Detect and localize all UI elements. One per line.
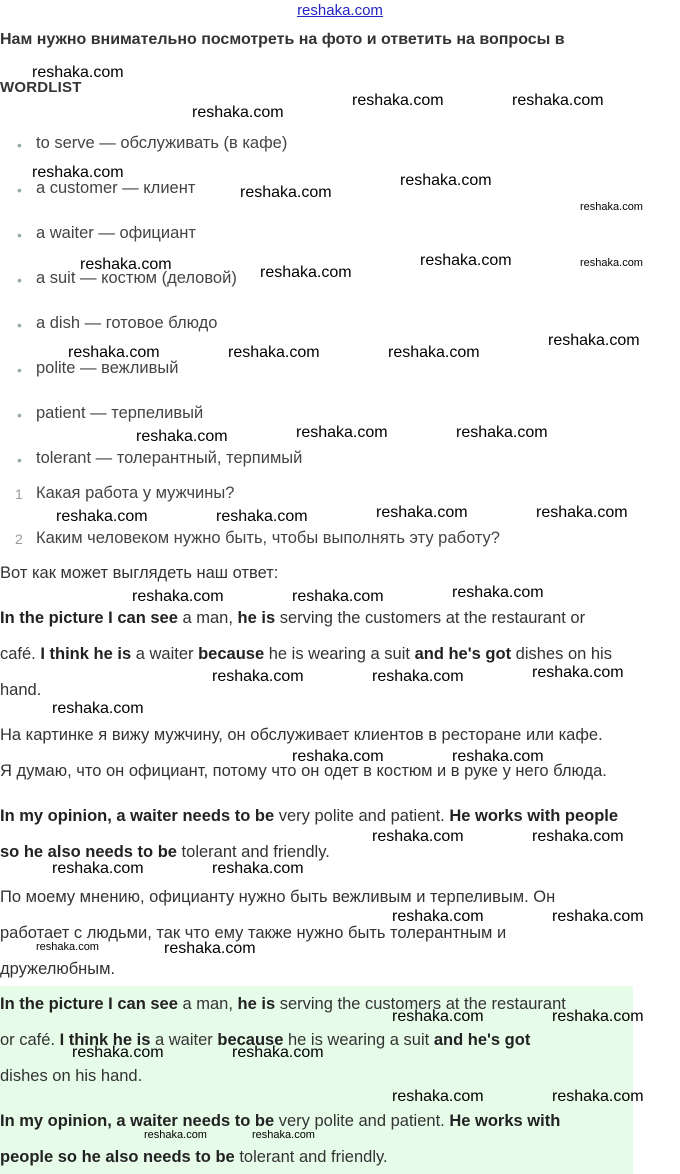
translation2-line2: работает с людьми, так что ему также нужно быть толерантным и [0, 924, 507, 942]
watermark: reshaka.com [212, 860, 304, 877]
watermark: reshaka.com [392, 908, 484, 925]
translation1-line2: Я думаю, что он официант, потому что он одет в костюм и в руке у него блюда. [0, 762, 607, 780]
watermark: reshaka.com [552, 1088, 644, 1105]
question-number: 2 [15, 531, 23, 547]
task-heading: Нам нужно внимательно посмотреть на фото и ответить на вопросы в [0, 31, 565, 48]
watermark: reshaka.com [232, 1044, 324, 1061]
bullet: • [17, 362, 22, 378]
watermark: reshaka.com [452, 748, 544, 765]
bullet: • [17, 407, 22, 423]
answer2-line2: so he also needs to be tolerant and friendly. [0, 843, 330, 861]
watermark: reshaka.com [32, 64, 124, 81]
watermark: reshaka.com [536, 504, 628, 521]
answer1-line3: hand. [0, 681, 42, 699]
bullet: • [17, 182, 22, 198]
watermark: reshaka.com [552, 908, 644, 925]
watermark: reshaka.com [260, 264, 352, 281]
bullet: • [17, 137, 22, 153]
watermark: reshaka.com [228, 344, 320, 361]
bullet: • [17, 452, 22, 468]
list-item: patient — терпеливый [36, 404, 204, 422]
watermark: reshaka.com [192, 104, 284, 121]
watermark: reshaka.com [52, 700, 144, 717]
question-number: 1 [15, 486, 23, 502]
watermark: reshaka.com [532, 664, 624, 681]
list-item: to serve — обслуживать (в кафе) [36, 134, 288, 152]
bullet: • [17, 227, 22, 243]
site-link[interactable]: reshaka.com [297, 2, 383, 19]
list-item: a customer — клиент [36, 179, 196, 197]
watermark: reshaka.com [32, 164, 124, 181]
watermark: reshaka.com [216, 508, 308, 525]
summary-line1: In the picture I can see a man, he is serving the customers at the restaurant [0, 995, 566, 1013]
watermark: reshaka.com [72, 1044, 164, 1061]
bullet: • [17, 272, 22, 288]
list-item: a waiter — официант [36, 224, 196, 242]
watermark: reshaka.com [240, 184, 332, 201]
bullet: • [17, 317, 22, 333]
watermark: reshaka.com [68, 344, 160, 361]
list-item: tolerant — толерантный, терпимый [36, 449, 303, 467]
watermark: reshaka.com [136, 428, 228, 445]
watermark: reshaka.com [580, 257, 643, 269]
list-item: a dish — готовое блюдо [36, 314, 218, 332]
watermark: reshaka.com [296, 424, 388, 441]
watermark: reshaka.com [392, 1008, 484, 1025]
summary-line2: or café. I think he is a waiter because he is wearing a suit and he's got [0, 1031, 531, 1049]
question-2: Каким человеком нужно быть, чтобы выполнять эту работу? [36, 529, 500, 547]
watermark: reshaka.com [36, 941, 99, 953]
list-item: a suit — костюм (деловой) [36, 269, 237, 287]
watermark: reshaka.com [532, 828, 624, 845]
watermark: reshaka.com [144, 1129, 207, 1141]
answer2-line1: In my opinion, a waiter needs to be very polite and patient. He works with people [0, 807, 619, 825]
watermark: reshaka.com [512, 92, 604, 109]
watermark: reshaka.com [212, 668, 304, 685]
watermark: reshaka.com [392, 1088, 484, 1105]
watermark: reshaka.com [420, 252, 512, 269]
wordlist-title: WORDLIST [0, 79, 82, 96]
answer1-line1: In the picture I can see a man, he is serving the customers at the restaurant or [0, 609, 586, 627]
watermark: reshaka.com [376, 504, 468, 521]
watermark: reshaka.com [252, 1129, 315, 1141]
watermark: reshaka.com [52, 860, 144, 877]
question-1: Какая работа у мужчины? [36, 484, 235, 502]
translation2-line1: По моему мнению, официанту нужно быть вежливым и терпеливым. Он [0, 888, 556, 906]
summary-line4: In my opinion, a waiter needs to be very polite and patient. He works with [0, 1112, 561, 1130]
watermark: reshaka.com [552, 1008, 644, 1025]
watermark: reshaka.com [456, 424, 548, 441]
list-item: polite — вежливый [36, 359, 179, 377]
watermark: reshaka.com [372, 828, 464, 845]
watermark: reshaka.com [580, 201, 643, 213]
watermark: reshaka.com [400, 172, 492, 189]
watermark: reshaka.com [352, 92, 444, 109]
summary-line3: dishes on his hand. [0, 1067, 143, 1085]
watermark: reshaka.com [292, 588, 384, 605]
watermark: reshaka.com [292, 748, 384, 765]
answer1-line2: café. I think he is a waiter because he is wearing a suit and he's got dishes on his [0, 645, 612, 663]
watermark: reshaka.com [388, 344, 480, 361]
watermark: reshaka.com [56, 508, 148, 525]
translation2-line3: дружелюбным. [0, 960, 116, 978]
watermark: reshaka.com [132, 588, 224, 605]
watermark: reshaka.com [372, 668, 464, 685]
watermark: reshaka.com [548, 332, 640, 349]
intro-text: Вот как может выглядеть наш ответ: [0, 564, 279, 582]
watermark: reshaka.com [164, 940, 256, 957]
watermark: reshaka.com [80, 256, 172, 273]
watermark: reshaka.com [452, 584, 544, 601]
translation1-line1: На картинке я вижу мужчину, он обслуживает клиентов в ресторане или кафе. [0, 726, 603, 744]
summary-line5: people so he also needs to be tolerant and friendly. [0, 1148, 388, 1166]
